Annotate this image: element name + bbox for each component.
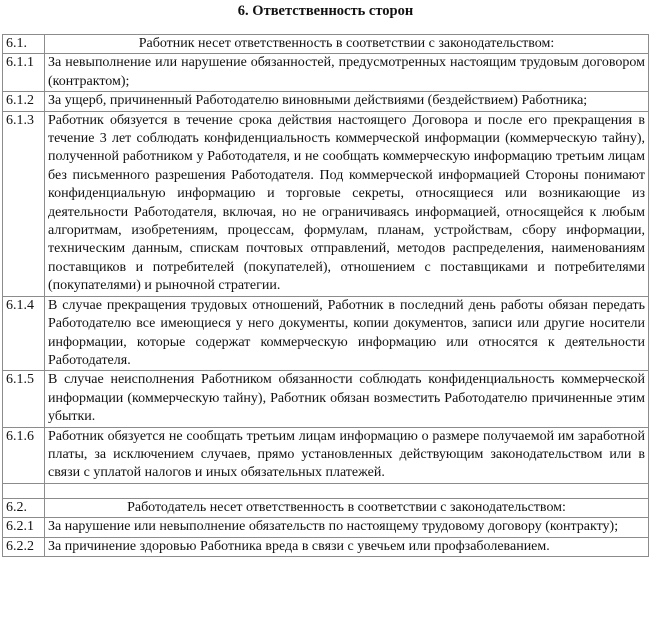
clause-number: 6.2. xyxy=(3,498,45,517)
table-row xyxy=(3,427,649,483)
clause-text: В случае прекращения трудовых отношений, Работник в последний день работы обязан передать Работодателю все имеющиеся у него документы, копии документов, записи или другие носители информации, которые содержат коммерческую информацию или относятся к деятельности Работодателя. xyxy=(45,296,649,371)
clause-number: 6.2.1 xyxy=(3,518,45,537)
section-title: 6. Ответственность сторон xyxy=(237,3,414,19)
clause-text: За нарушение или невыполнение обязательств по настоящему трудовому договору (контракту); xyxy=(45,518,649,537)
clause-text: За невыполнение или нарушение обязанностей, предусмотренных настоящим трудовым договором (контрактом); xyxy=(45,54,649,92)
clause-text: За причинение здоровью Работника вреда в связи с увечьем или профзаболеванием. xyxy=(45,537,649,556)
clause-text: В случае неисполнения Работником обязанности соблюдать конфиденциальность коммерческой информации (коммерческую тайну), Работник обязан возместить Работодателю причиненные этим убытки. xyxy=(45,371,649,427)
clause-heading: Работодатель несет ответственность в соответствии с законодательством: xyxy=(45,498,649,517)
clause-heading: Работник несет ответственность в соответствии с законодательством: xyxy=(45,35,649,54)
table-row xyxy=(3,296,649,371)
table-row xyxy=(3,371,649,427)
table-row xyxy=(3,54,649,92)
table-row xyxy=(3,537,649,556)
table-row xyxy=(3,92,649,111)
clause-number: 6.1.1 xyxy=(3,54,45,92)
table-row xyxy=(3,111,649,296)
clause-number: 6.1.6 xyxy=(3,427,45,483)
clause-number: 6.1.5 xyxy=(3,371,45,427)
clause-number: 6.1.2 xyxy=(3,92,45,111)
empty-cell xyxy=(45,483,649,498)
clause-number: 6.1.3 xyxy=(3,111,45,296)
table-row xyxy=(3,518,649,537)
clause-text: За ущерб, причиненный Работодателю виновными действиями (бездействием) Работника; xyxy=(45,92,649,111)
empty-cell xyxy=(3,483,45,498)
clause-number: 6.1.4 xyxy=(3,296,45,371)
responsibility-table xyxy=(2,34,649,557)
clause-number: 6.2.2 xyxy=(3,537,45,556)
table-row xyxy=(3,35,649,54)
empty-row xyxy=(3,483,649,498)
clause-text: Работник обязуется не сообщать третьим лицам информацию о размере получаемой им заработной платы, за исключением случаев, прямо установленных действующим законодательством или в связи с уплатой налогов и иных обязательных платежей. xyxy=(45,427,649,483)
table-row xyxy=(3,498,649,517)
clause-text: Работник обязуется в течение срока действия настоящего Договора и после его прекращения в течение 3 лет соблюдать конфиденциальность коммерческой информации (коммерческую тайну), полученной работником у Работодателя, и не сообщать коммерческую информацию третьим лицам без письменного разрешения Работодателя. Под коммерческой информацией Стороны понимают конфиденциальную информацию и торговые секреты, относящиеся или возникающие из деятельности Работодателя, включая, но не ограничиваясь информацией, относящейся к любым алгоритмам, изобретениям, процессам, формулам, планам, устройствам, сбору информации, техническим данным, спискам почтовых отправлений, методов распределения, наименованиям поставщиков и потребителей (покупателей), отношением с поставщиками и потребителями (покупателями) и рыночной стратегии. xyxy=(45,111,649,296)
clause-number: 6.1. xyxy=(3,35,45,54)
